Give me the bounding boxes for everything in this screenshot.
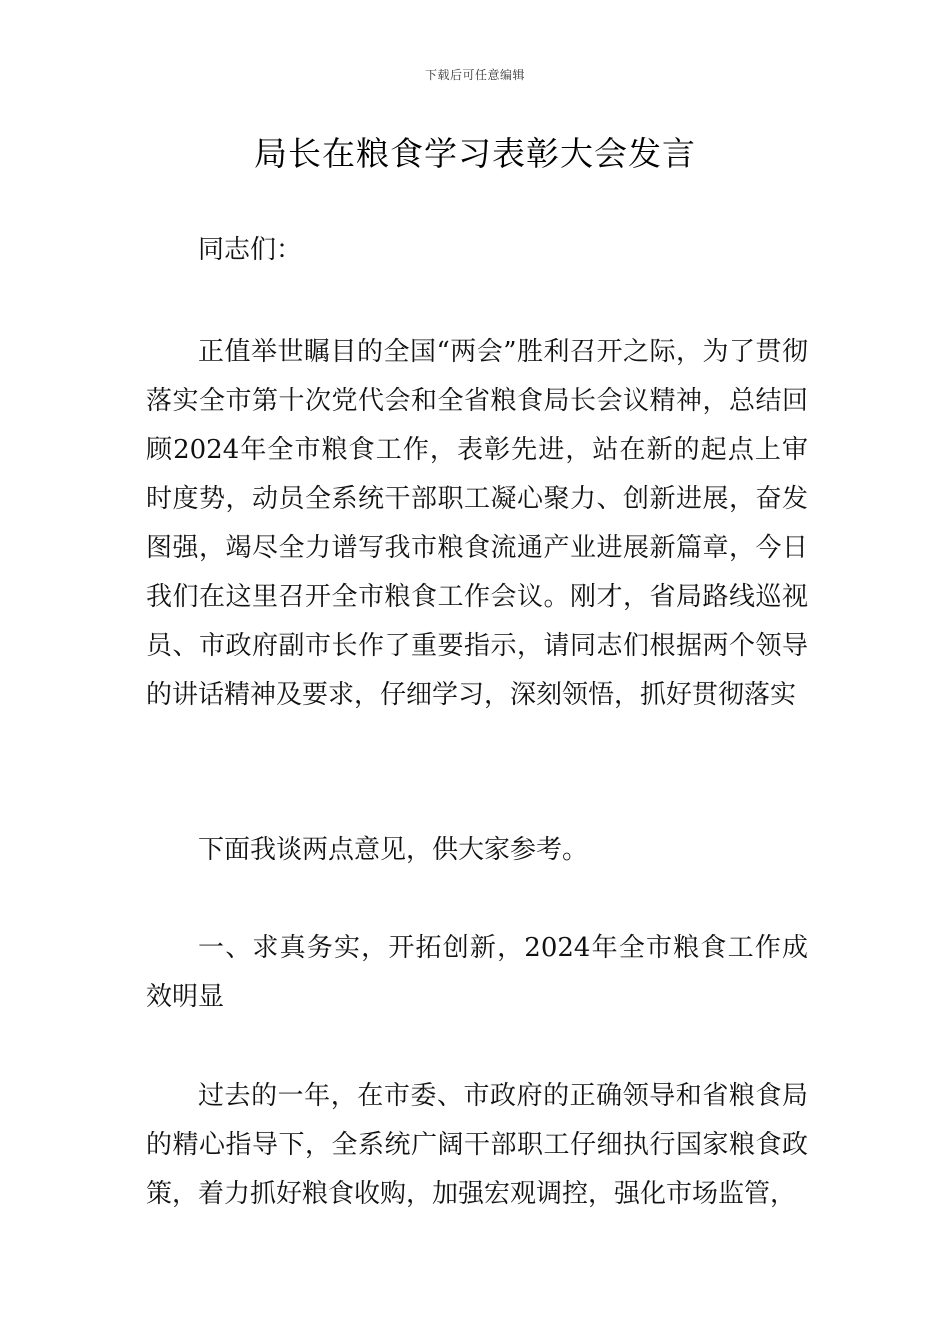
header-note: 下载后可任意编辑: [424, 68, 525, 82]
paragraph-transition: 下面我谈两点意见，供大家参考。: [198, 835, 589, 865]
section-heading-1: 一、求真务实，开拓创新，2024年全市粮食工作成效明显: [146, 933, 808, 1012]
document-title: 局长在粮食学习表彰大会发言: [254, 134, 696, 173]
salutation: 同志们：: [198, 235, 303, 265]
paragraph-past-year: 过去的一年，在市委、市政府的正确领导和省粮食局的精心指导下，全系统广阔干部职工仔细执行国家粮食政策，着力抓好粮食收购，加强宏观调控，强化市场监管，: [146, 1081, 808, 1209]
paragraph-intro: 正值举世瞩目的全国“两会”胜利召开之际，为了贯彻落实全市第十次党代会和全省粮食局长会议精神，总结回顾2024年全市粮食工作，表彰先进，站在新的起点上审时度势，动员全系统干部职工凝心聚力、创新进展，奋发图强，竭尽全力谱写我市粮食流通产业进展新篇章，今日我们在这里召开全市粮食工作会议。刚才，省局路线巡视员、市政府副市长作了重要指示，请同志们根据两个领导的讲话精神及要求，仔细学习，深刻领悟，抓好贯彻落实: [146, 337, 808, 710]
